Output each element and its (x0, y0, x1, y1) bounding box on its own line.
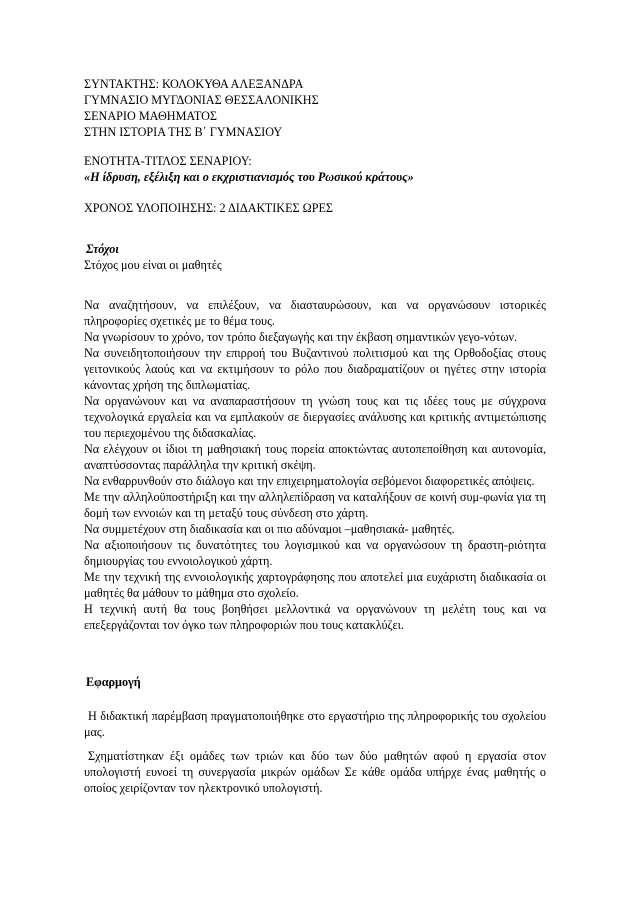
unit-title: «Η ίδρυση, εξέλιξη και ο εκχριστιανισμός του Ρωσικού κράτους» (84, 170, 414, 184)
goals-section (84, 241, 546, 273)
author-line: ΣΥΝΤΑΚΤΗΣ: ΚΟΛΟΚΥΘΑ ΑΛΕΞΑΝΔΡΑ (84, 77, 304, 91)
goal-paragraph: Να ενθαρρυνθούν στο διάλογο και την επιχειρηματολογία σεβόμενοι διαφορετικές απόψεις. (84, 474, 535, 488)
application-paragraph: Σχηματίστηκαν έξι ομάδες των τριών και δύο των δύο μαθητών αφού η εργασία στον υπολογιστή ευνοεί τη συνεργασία μικρών ομάδων Σε κάθε ομάδα υπήρχε ένας μαθητής ο οποίος χειρίζονταν τον ηλεκτρονικό υπολογιστή. (84, 749, 546, 795)
school-line: ΓΥΜΝΑΣΙΟ ΜΥΓΔΟΝΙΑΣ ΘΕΣΣΑΛΟΝΙΚΗΣ (84, 93, 319, 107)
goals-heading: Στόχοι (86, 242, 119, 256)
application-section (84, 674, 546, 690)
scenario-line: ΣΕΝΑΡΙΟ ΜΑΘΗΜΑΤΟΣ (84, 109, 217, 123)
document-header (84, 76, 546, 140)
goals-list (84, 297, 546, 633)
goal-paragraph: Να συμμετέχουν στη διαδικασία και οι πιο αδύναμοι –μαθησιακά- μαθητές. (84, 522, 455, 536)
goal-paragraph: Να οργανώνουν και να αναπαραστήσουν τη γνώση τους και τις ιδέες τους με σύγχρονα τεχνολογικά εργαλεία και να εμπλακούν σε διεργασίες ανάλυσης και κριτικής αντιμετώπισης του περιεχομένου της διδασκαλίας. (84, 394, 546, 440)
goal-paragraph: Να συνειδητοποιήσουν την επιρροή του Βυζαντινού πολιτισμού και της Ορθοδοξίας στους γειτονικούς λαούς και να εκτιμήσουν το ρόλο που διαδραματίζουν οι ηγέτες στην ιστορία κάνοντας χρήση της διπλωματίας. (84, 346, 546, 392)
goal-paragraph: Με την τεχνική της εννοιολογικής χαρτογράφησης που αποτελεί μια ευχάριστη διαδικασία οι μαθητές θα μάθουν το μάθημα στο σχολείο. (84, 570, 546, 600)
application-heading: Εφαρμογή (86, 675, 141, 689)
goal-paragraph: Να αναζητήσουν, να επιλέξουν, να διασταυρώσουν, και να οργανώσουν ιστορικές πληροφορίες σχετικές με το θέμα τους. (84, 298, 546, 328)
unit-block (84, 153, 546, 185)
subject-line: ΣΤΗΝ ΙΣΤΟΡΙΑ ΤΗΣ Β΄ ΓΥΜΝΑΣΙΟΥ (84, 125, 283, 139)
duration-line: ΧΡΟΝΟΣ ΥΛΟΠΟΙΗΣΗΣ: 2 ΔΙΔΑΚΤΙΚΕΣ ΩΡΕΣ (84, 201, 334, 215)
goal-paragraph: Να γνωρίσουν το χρόνο, τον τρόπο διεξαγωγής και την έκβαση σημαντικών γεγο-νότων. (84, 330, 518, 344)
goal-paragraph: Να αξιοποιήσουν τις δυνατότητες του λογισμικού και να οργανώσουν τη δραστη-ριότητα δημιουργίας του εννοιολογικού χάρτη. (84, 538, 546, 568)
goal-paragraph: Η τεχνική αυτή θα τους βοηθήσει μελλοντικά να οργανώνουν τη μελέτη τους και να επεξεργάζονται τον όγκο των πληροφοριών που τους κατακλύζει. (84, 602, 546, 632)
goal-paragraph: Να ελέγχουν οι ίδιοι τη μαθησιακή τους πορεία αποκτώντας αυτοπεποίθηση και αυτονομία, αναπτύσσοντας παράλληλα την κριτική σκέψη. (84, 442, 546, 472)
goal-paragraph: Με την αλληλοϋποστήριξη και την αλληλεπίδραση να καταλήξουν σε κοινή συμ-φωνία για τη δομή των εννοιών και τη μεταξύ τους σύνδεση στο χάρτη. (84, 490, 546, 520)
application-paragraph: Η διδακτική παρέμβαση πραγματοποιήθηκε στο εργαστήριο της πληροφορικής του σχολείου μας. (84, 709, 546, 739)
unit-label: ΕΝΟΤΗΤΑ-ΤΙΤΛΟΣ ΣΕΝΑΡΙΟΥ: (84, 154, 252, 168)
application-text (84, 708, 546, 796)
duration-block (84, 200, 546, 216)
goals-intro: Στόχος μου είναι οι μαθητές (84, 258, 222, 272)
